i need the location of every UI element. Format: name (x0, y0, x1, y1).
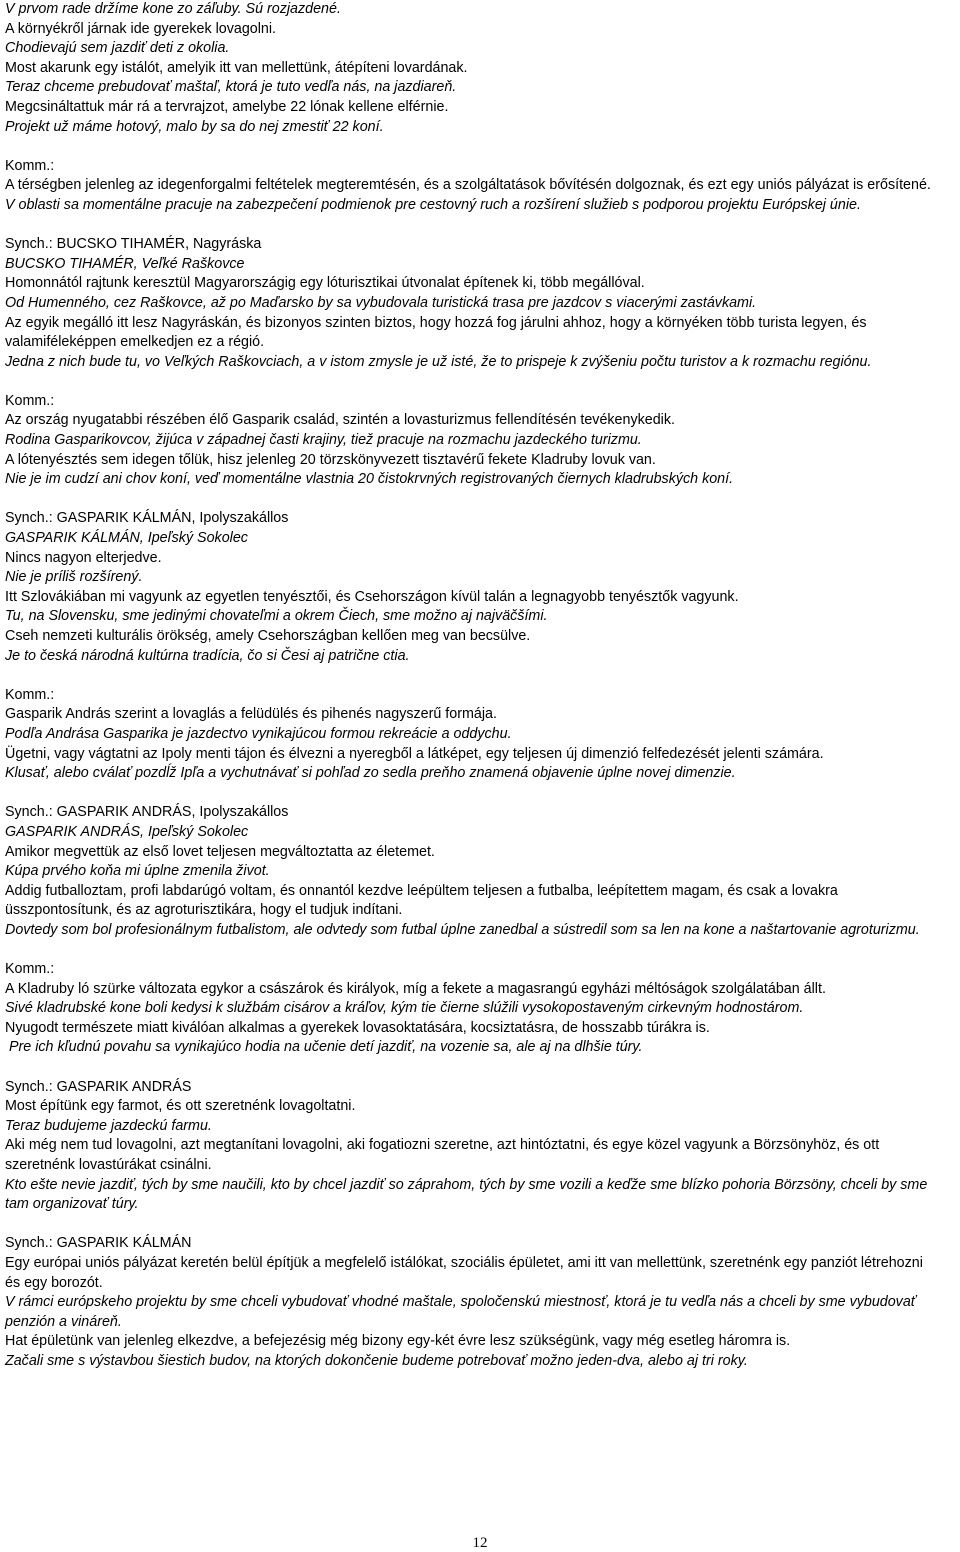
translation-line: Sivé kladrubské kone boli kedysi k službám cisárov a kráľov, kým tie čierne slúžili vysokopostaveným cirkevným hodnostárom. (5, 1000, 804, 1017)
translation-line: Jedna z nich bude tu, vo Veľkých Raškovciach, a v istom zmysle je už isté, že to prispeje k zvýšeniu počtu turistov a k rozmachu regiónu. (5, 353, 872, 370)
original-line: Nyugodt természete miatt kiválóan alkalmas a gyerekek lovasoktatására, kocsiztatásra, de hosszabb túrákra is. (5, 1019, 710, 1036)
text-block (5, 1078, 940, 1215)
translation-line: BUCSKO TIHAMÉR, Veľké Raškovce (5, 255, 245, 272)
paragraph-gap (5, 216, 940, 236)
text-block (5, 392, 940, 490)
translation-line: Tu, na Slovensku, sme jedinými chovateľmi a okrem Čiech, sme možno aj najväčšími. (5, 608, 548, 625)
translation-line: Teraz chceme prebudovať maštaľ, ktorá je tuto vedľa nás, na jazdiareň. (5, 79, 457, 96)
page-number: 12 (472, 1535, 488, 1551)
original-line: Homonnától rajtunk keresztül Magyarországig egy lóturisztikai útvonalat építenek ki, több megállóval. (5, 275, 645, 292)
text-block (5, 686, 940, 784)
translation-line: Podľa Andrása Gasparika je jazdectvo vynikajúcou formou rekreácie a oddychu. (5, 725, 512, 742)
paragraph-gap (5, 784, 940, 804)
translation-line: Kúpa prvého koňa mi úplne zmenila život. (5, 863, 270, 880)
translation-line: Dovtedy som bol profesionálnym futbalistom, ale odvtedy som futbal úplne zanedbal a sústredil som sa len na kone a naštartovanie agroturizmu. (5, 921, 920, 938)
translation-line: V prvom rade držíme kone zo záľuby. Sú rozjazdené. (5, 1, 341, 17)
document-body (5, 0, 940, 1372)
original-line: Amikor megvettük az első lovet teljesen megváltoztatta az életemet. (5, 843, 435, 860)
original-line: Synch.: GASPARIK KÁLMÁN, Ipolyszakállos (5, 510, 289, 527)
original-line: Egy európai uniós pályázat keretén belül építjük a megfelelő istálókat, szociális épületet, ami itt van mellettünk, szeretnénk egy panziót létrehozni és egy borozót. (5, 1255, 927, 1291)
translation-line: Kto ešte nevie jazdiť, tých by sme naučili, kto by chcel jazdiť so záprahom, tých by sme vozili a keďže sme blízko pohoria Börzsöny, chceli by sme tam organizovať túry. (5, 1176, 932, 1213)
original-line: Komm.: (5, 686, 55, 703)
original-line: Megcsináltattuk már rá a tervrajzot, amelybe 22 lónak kellene elférnie. (5, 98, 449, 115)
original-line: Synch.: BUCSKO TIHAMÉR, Nagyráska (5, 236, 262, 253)
paragraph-gap (5, 490, 940, 510)
text-block (5, 1234, 940, 1371)
translation-line: V oblasti sa momentálne pracuje na zabezpečení podmienok pre cestovný ruch a rozšírení služieb s podporou projektu Európskej únie. (5, 196, 861, 213)
original-line: Synch.: GASPARIK ANDRÁS, Ipolyszakállos (5, 804, 289, 821)
original-line: Synch.: GASPARIK ANDRÁS (5, 1078, 192, 1095)
paragraph-gap (5, 372, 940, 392)
original-line: Komm.: (5, 157, 55, 174)
translation-line: Chodievajú sem jazdiť deti z okolia. (5, 40, 230, 57)
original-line: Itt Szlovákiában mi vagyunk az egyetlen tenyésztői, és Csehországon kívül talán a legnagyobb tenyésztők vagyunk. (5, 588, 739, 605)
paragraph-gap (5, 1058, 940, 1078)
original-line: Az ország nyugatabbi részében élő Gasparik család, szintén a lovasturizmus fellendítésén tevékenykedik. (5, 412, 675, 429)
paragraph-gap (5, 941, 940, 961)
original-line: Synch.: GASPARIK KÁLMÁN (5, 1235, 192, 1252)
original-line: Az egyik megálló itt lesz Nagyráskán, és bizonyos szinten biztos, hogy hozzá fog járulni ahhoz, hogy a környéken több turista legyen, és valamiféleképpen emelkedjen ez a régió. (5, 314, 871, 351)
paragraph-gap (5, 137, 940, 157)
original-line: A környékről járnak ide gyerekek lovagolni. (5, 20, 276, 37)
text-block (5, 235, 940, 372)
paragraph-gap (5, 666, 940, 686)
original-line: A Kladruby ló szürke változata egykor a császárok és királyok, míg a fekete a magasrangú egyházi méltóságok szolgálatában állt. (5, 980, 826, 997)
original-line: Cseh nemzeti kulturális örökség, amely Csehországban kellően meg van becsülve. (5, 628, 531, 644)
translation-line: Je to česká národná kultúrna tradícia, čo si Česi aj patrične ctia. (5, 647, 410, 664)
original-line: Ügetni, vagy vágtatni az Ipoly menti tájon és élvezni a nyeregből a látképet, egy teljesen új dimenzió felfedezését jelenti számára. (5, 745, 824, 762)
original-line: Gasparik András szerint a lovaglás a felüdülés és pihenés nagyszerű formája. (5, 706, 497, 723)
translation-line: Od Humenného, cez Raškovce, až po Maďarsko by sa vybudovala turistická trasa pre jazdcov s viacerými zastávkami. (5, 294, 757, 311)
translation-line: V rámci európskeho projektu by sme chceli vybudovať vhodné maštale, spoločenskú miestnosť, ktorá je tu vedľa nás a chceli by sme vybudovať penzión a vináreň. (5, 1294, 920, 1330)
paragraph-gap (5, 1215, 940, 1235)
text-block (5, 960, 940, 1058)
translation-line: Klusať, alebo cválať pozdĺž Ipľa a vychutnávať si pohľad zo sedla preňho znamená objavenie úplne novej dimenzie. (5, 765, 736, 782)
original-line: Aki még nem tud lovagolni, azt megtanítani lovagolni, aki fogatiozni szeretne, azt hintóztatni, és egye közel vagyunk a Börzsönyhöz, és ott szeretnénk lovastúrákat csinálni. (5, 1137, 884, 1174)
translation-line: Nie je im cudzí ani chov koní, veď momentálne vlastnia 20 čistokrvných registrovaných čiernych kladrubských koní. (5, 471, 734, 488)
original-line: Komm.: (5, 961, 55, 978)
translation-line: Rodina Gasparikovcov, žijúca v západnej časti krajiny, tiež pracuje na rozmachu jazdeckého turizmu. (5, 432, 642, 449)
original-line: Addig futballoztam, profi labdarúgó voltam, és onnantól kezdve leépültem teljesen a futbalba, leépítettem magam, és csak a lovakra üsszpontosítunk, és az agroturisztikára, hogy el tudjuk indítani. (5, 882, 842, 919)
original-line: A lótenyésztés sem idegen tőlük, hisz jelenleg 20 törzskönyvezett tisztavérű fekete Kladruby lovuk van. (5, 451, 656, 468)
text-block (5, 0, 940, 137)
original-line: Komm.: (5, 392, 55, 409)
text-block (5, 803, 940, 940)
original-line: Hat épületünk van jelenleg elkezdve, a befejezésig még bizony egy-két évre lesz szükségünk, vagy még esetleg háromra is. (5, 1333, 791, 1350)
translation-line: Nie je príliš rozšírený. (5, 569, 143, 586)
translation-line: GASPARIK KÁLMÁN, Ipeľský Sokolec (5, 530, 248, 547)
translation-line: Projekt už máme hotový, malo by sa do nej zmestiť 22 koní. (5, 118, 384, 135)
original-line: A térségben jelenleg az idegenforgalmi feltételek megteremtésén, és a szolgáltatások bővítésén dolgoznak, és ezt egy uniós pályázat is erősítené. (5, 177, 931, 194)
translation-line: Teraz budujeme jazdeckú farmu. (5, 1117, 212, 1134)
original-line: Most akarunk egy istálót, amelyik itt van mellettünk, átépíteni lovardának. (5, 59, 468, 76)
translation-line: GASPARIK ANDRÁS, Ipeľský Sokolec (5, 823, 249, 840)
original-line: Most építünk egy farmot, és ott szeretnénk lovagoltatni. (5, 1098, 356, 1115)
original-line: Nincs nagyon elterjedve. (5, 549, 162, 566)
translation-line: Začali sme s výstavbou šiestich budov, na ktorých dokončenie budeme potrebovať možno jeden-dva, alebo aj tri roky. (5, 1352, 748, 1369)
translation-line: Pre ich kľudnú povahu sa vynikajúco hodia na učenie detí jazdiť, na vozenie sa, ale aj na dlhšie túry. (5, 1039, 643, 1056)
text-block (5, 509, 940, 666)
text-block (5, 157, 940, 216)
